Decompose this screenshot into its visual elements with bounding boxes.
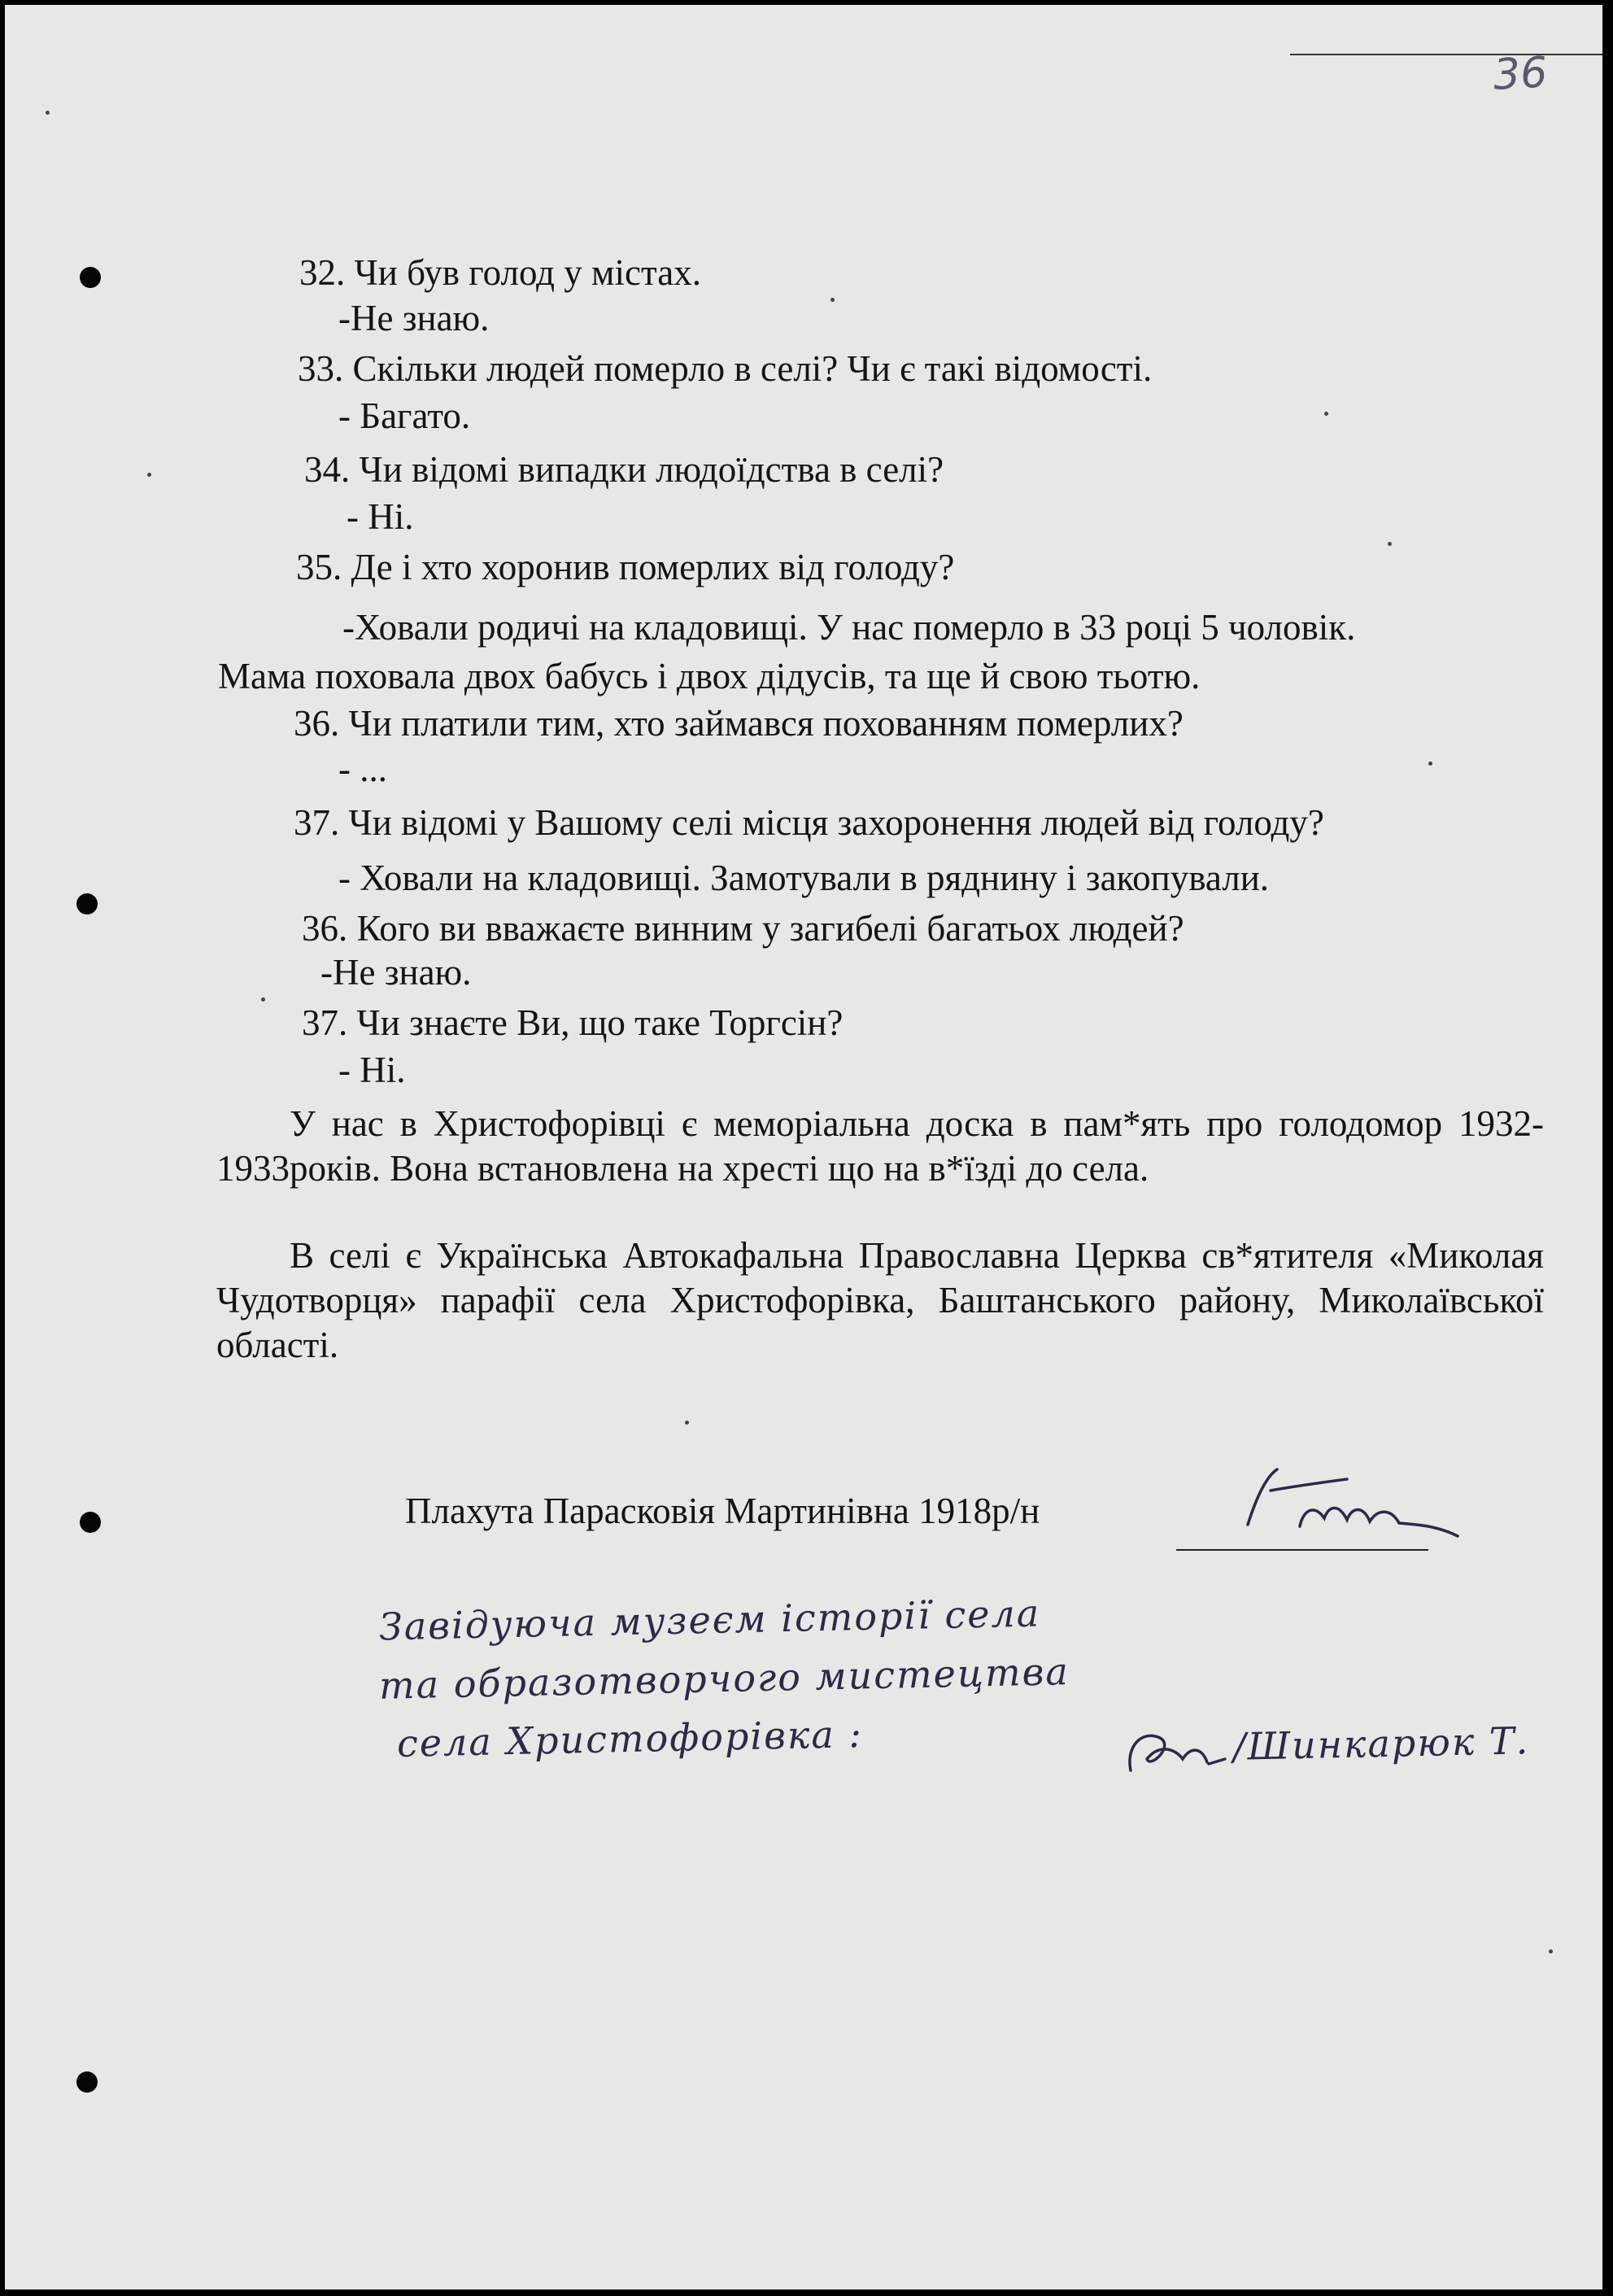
certification-line-2: та образотворчого мистецтва <box>378 1649 1070 1708</box>
speck <box>46 111 50 115</box>
answer-36: - ... <box>338 749 387 789</box>
question-36b: 36. Кого ви вважаєте винним у загибелі багатьох людей? <box>302 908 1184 949</box>
question-32: 32. Чи був голод у містах. <box>299 252 701 293</box>
certifier-signature <box>1118 1705 1232 1795</box>
question-34: 34. Чи відомі випадки людоїдства в селі? <box>304 449 944 490</box>
answer-32: -Не знаю. <box>338 298 490 338</box>
speck <box>830 298 835 302</box>
answer-37b: - Ні. <box>338 1050 406 1090</box>
question-36: 36. Чи платили тим, хто займався похованням померлих? <box>294 703 1184 744</box>
answer-35-continued: Мама поховала двох бабусь і двох дідусів, та ще й свою тьотю. <box>218 656 1201 696</box>
top-rule <box>1290 54 1602 55</box>
answer-34: - Ні. <box>347 496 414 537</box>
document-page <box>5 5 1602 2289</box>
punch-hole <box>80 267 101 288</box>
certification-line-1: Завідуюча музеєм історії села <box>378 1591 1041 1649</box>
speck <box>1549 1949 1553 1953</box>
question-37: 37. Чи відомі у Вашому селі місця захоронення людей від голоду? <box>294 802 1324 843</box>
speck <box>1388 542 1392 546</box>
punch-hole <box>76 2071 98 2093</box>
speck <box>1324 412 1328 416</box>
page-number: 36 <box>1492 48 1549 100</box>
speck <box>1428 762 1432 766</box>
punch-hole <box>76 893 98 914</box>
memorial-paragraph: У нас в Христофорівці є меморіальна доска в пам*ять про голодомор 1932-1933років. Вона встановлена на хресті що на в*їзді до села. <box>216 1103 1544 1189</box>
speck <box>685 1421 689 1425</box>
question-33: 33. Скільки людей померло в селі? Чи є такі відомості. <box>298 348 1153 389</box>
answer-35: -Ховали родичі на кладовищі. У нас померло в 33 році 5 чоловік. <box>342 607 1356 648</box>
certification-line-3: села Христофорівка : <box>396 1712 864 1766</box>
answer-33: - Багато. <box>338 395 471 436</box>
church-paragraph: В селі є Українська Автокафальна Православна Церква св*ятителя «Миколая Чудотворця» парафії села Христофорівка, Баштанського району, Миколаївської області. <box>216 1235 1544 1365</box>
speck <box>261 997 265 1002</box>
respondent-line: Плахута Парасковія Мартинівна 1918р/н <box>405 1491 1040 1531</box>
speck <box>147 473 151 477</box>
answer-37: - Ховали на кладовищі. Замотували в ряднину і закопували. <box>338 858 1270 898</box>
answer-36b: -Не знаю. <box>320 952 472 993</box>
punch-hole <box>80 1512 101 1533</box>
question-37b: 37. Чи знаєте Ви, що таке Торгсін? <box>302 1002 844 1043</box>
respondent-signature <box>1225 1461 1469 1559</box>
question-35: 35. Де і хто хоронив померлих від голоду? <box>296 547 955 587</box>
certifier-name: /Шинкарюк Т. <box>1232 1718 1530 1769</box>
